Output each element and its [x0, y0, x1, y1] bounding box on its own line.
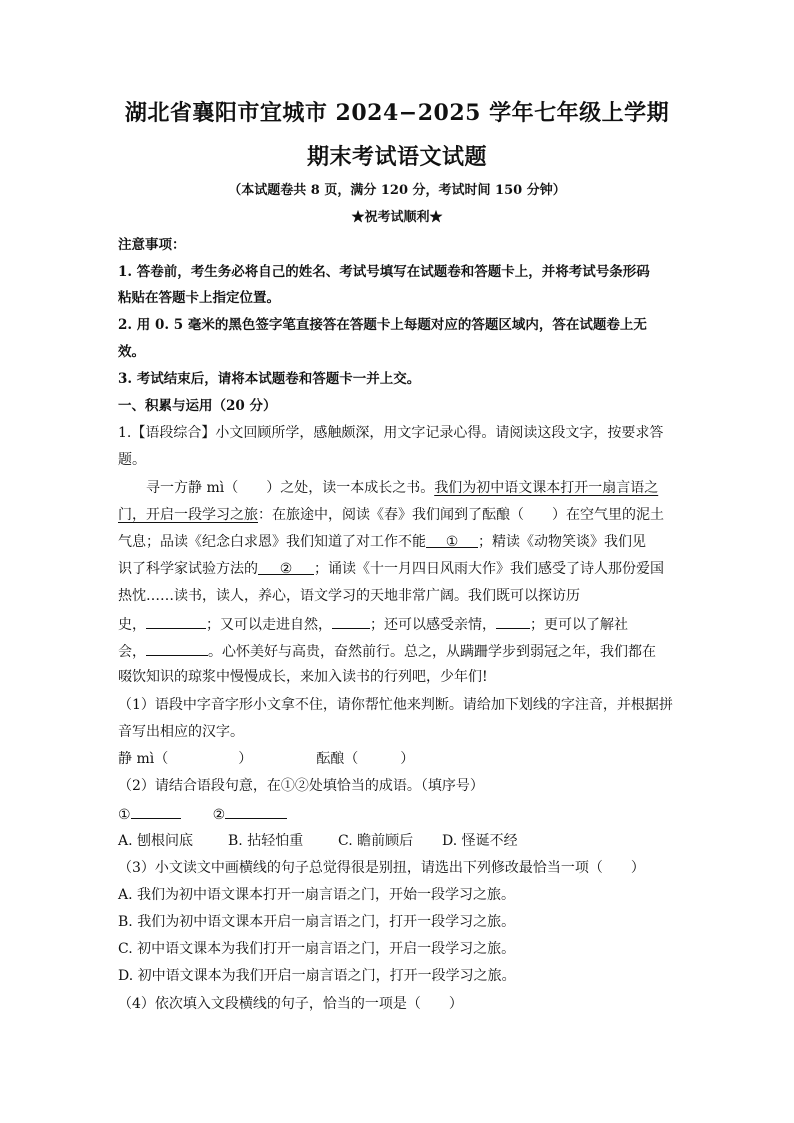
subquestion-2-options [118, 831, 678, 851]
exam-info: （本试题卷共 8 页，满分 120 分，考试时间 150 分钟） [228, 183, 566, 198]
subquestion-2-stem: （2）请结合语段句意，在①②处填恰当的成语。（填序号） [118, 778, 484, 794]
passage-text: 史， [118, 617, 146, 633]
answer-blank-2 [225, 803, 287, 819]
passage-text: 识了科学家试验方法的 [118, 561, 258, 577]
subquestion-4-stem: （4）依次填入文段横线的句子，恰当的一项是（ ） [118, 996, 463, 1012]
answer-blank-1 [131, 803, 181, 819]
fill-blank-1: ① [426, 532, 478, 548]
passage-line-4 [118, 559, 678, 579]
note-3: 3. 考试结束后，请将本试题卷和答题卡一并上交。 [118, 371, 421, 387]
passage-text: ；诵读《十一月四日风雨大作》我们感受了诗人那份爱国 [314, 561, 664, 577]
passage-text: ；精读《动物笑谈》我们见 [478, 534, 646, 550]
fill-blank-2: ② [258, 559, 314, 575]
passage-line-5: 热忱……读书，读人，养心，语文学习的天地非常广阔。我们既可以探访历 [118, 588, 580, 604]
subquestion-3-stem: （3）小文读文中画横线的句子总觉得很是别扭，请选出下列修改最恰当一项（ ） [118, 860, 645, 876]
passage-line-1 [146, 478, 706, 498]
underlined-sentence-part1: 我们为初中语文课本打开一扇言语之 [434, 480, 659, 496]
pinyin-item-2: 酝酿（ ） [316, 751, 415, 767]
subquestion-1-line1: （1）语段中字音字形小文拿不住，请你帮忙他来判断。请给加下划线的字注音，并根据拼 [118, 697, 673, 713]
subquestion-3-option-a: A. 我们为初中语文课本打开一扇言语之门，开始一段学习之旅。 [118, 887, 516, 903]
option-b: B. 拈轻怕重 [228, 833, 304, 849]
passage-text: ；还可以感受亲情， [370, 617, 496, 633]
subquestion-3-option-b: B. 我们为初中语文课本开启一扇言语之门，打开一段学习之旅。 [118, 914, 516, 930]
fill-blank-4 [332, 613, 370, 629]
notes-heading: 注意事项： [118, 237, 186, 253]
passage-line-3 [118, 532, 678, 552]
subquestion-3-option-c: C. 初中语文课本为我们打开一扇言语之门，开启一段学习之旅。 [118, 941, 516, 957]
subquestion-3-option-d: D. 初中语文课本为我们开启一扇言语之门，打开一段学习之旅。 [118, 968, 516, 984]
passage-line-2 [118, 505, 678, 525]
fill-blank-3 [146, 613, 206, 629]
subquestion-1-line2: 音写出相应的汉字。 [118, 724, 244, 740]
fill-blank-6 [146, 640, 208, 656]
answer-label-2: ② [212, 807, 226, 823]
fill-blank-5 [496, 613, 530, 629]
passage-text: ：在旅途中，阅读《春》我们闻到了酝酿（ ）在空气里的泥土 [258, 507, 664, 523]
option-a: A. 刨根问底 [118, 833, 194, 849]
pinyin-item-1: 静 mì（ ） [118, 751, 253, 767]
note-2-line2: 效。 [118, 344, 145, 360]
option-d: D. 怪诞不经 [442, 833, 518, 849]
underlined-sentence-part2: 门，开启一段学习之旅 [118, 507, 258, 523]
passage-line-6 [118, 613, 678, 635]
passage-text: ；更可以了解社 [530, 617, 628, 633]
note-1-line1: 1. 答卷前，考生务必将自己的姓名、考试号填写在试题卷和答题卡上，并将考试号条形码 [118, 264, 650, 280]
exam-title-line2: 期末考试语文试题 [306, 144, 487, 170]
passage-text: 会， [118, 644, 146, 660]
question-1-stem-line2: 题。 [118, 452, 146, 468]
subquestion-1-items [118, 749, 678, 769]
note-2-line1: 2. 用 0. 5 毫米的黑色签字笔直接答在答题卡上每题对应的答题区域内，答在试题卷上无 [118, 317, 647, 333]
passage-line-8: 啜饮知识的琼浆中慢慢成长，来加入读书的行列吧，少年们! [118, 669, 488, 685]
option-c: C. 瞻前顾后 [338, 833, 414, 849]
passage-text: ；又可以走进自然， [206, 617, 332, 633]
passage-text: 气息；品读《纪念白求恩》我们知道了对工作不能 [118, 534, 426, 550]
passage-text: 寻一方静 mì（ ）之处，读一本成长之书。 [146, 480, 435, 496]
section-1-heading: 一、积累与运用（20 分） [118, 398, 277, 414]
passage-line-7 [118, 640, 678, 662]
exam-title-line1: 湖北省襄阳市宜城市 2024−2025 学年七年级上学期 [124, 100, 670, 126]
passage-text: 。心怀美好与高贵，奋然前行。总之，从蹒跚学步到弱冠之年，我们都在 [208, 644, 656, 660]
note-1-line2: 粘贴在答题卡上指定位置。 [118, 290, 280, 306]
question-1-stem-line1: 1.【语段综合】小文回顾所学，感触颇深，用文字记录心得。请阅读这段文字，按要求答 [118, 425, 664, 441]
subquestion-2-answers [118, 803, 678, 825]
answer-label-1: ① [118, 807, 131, 823]
exam-wish: ★祝考试顺利★ [351, 210, 443, 225]
